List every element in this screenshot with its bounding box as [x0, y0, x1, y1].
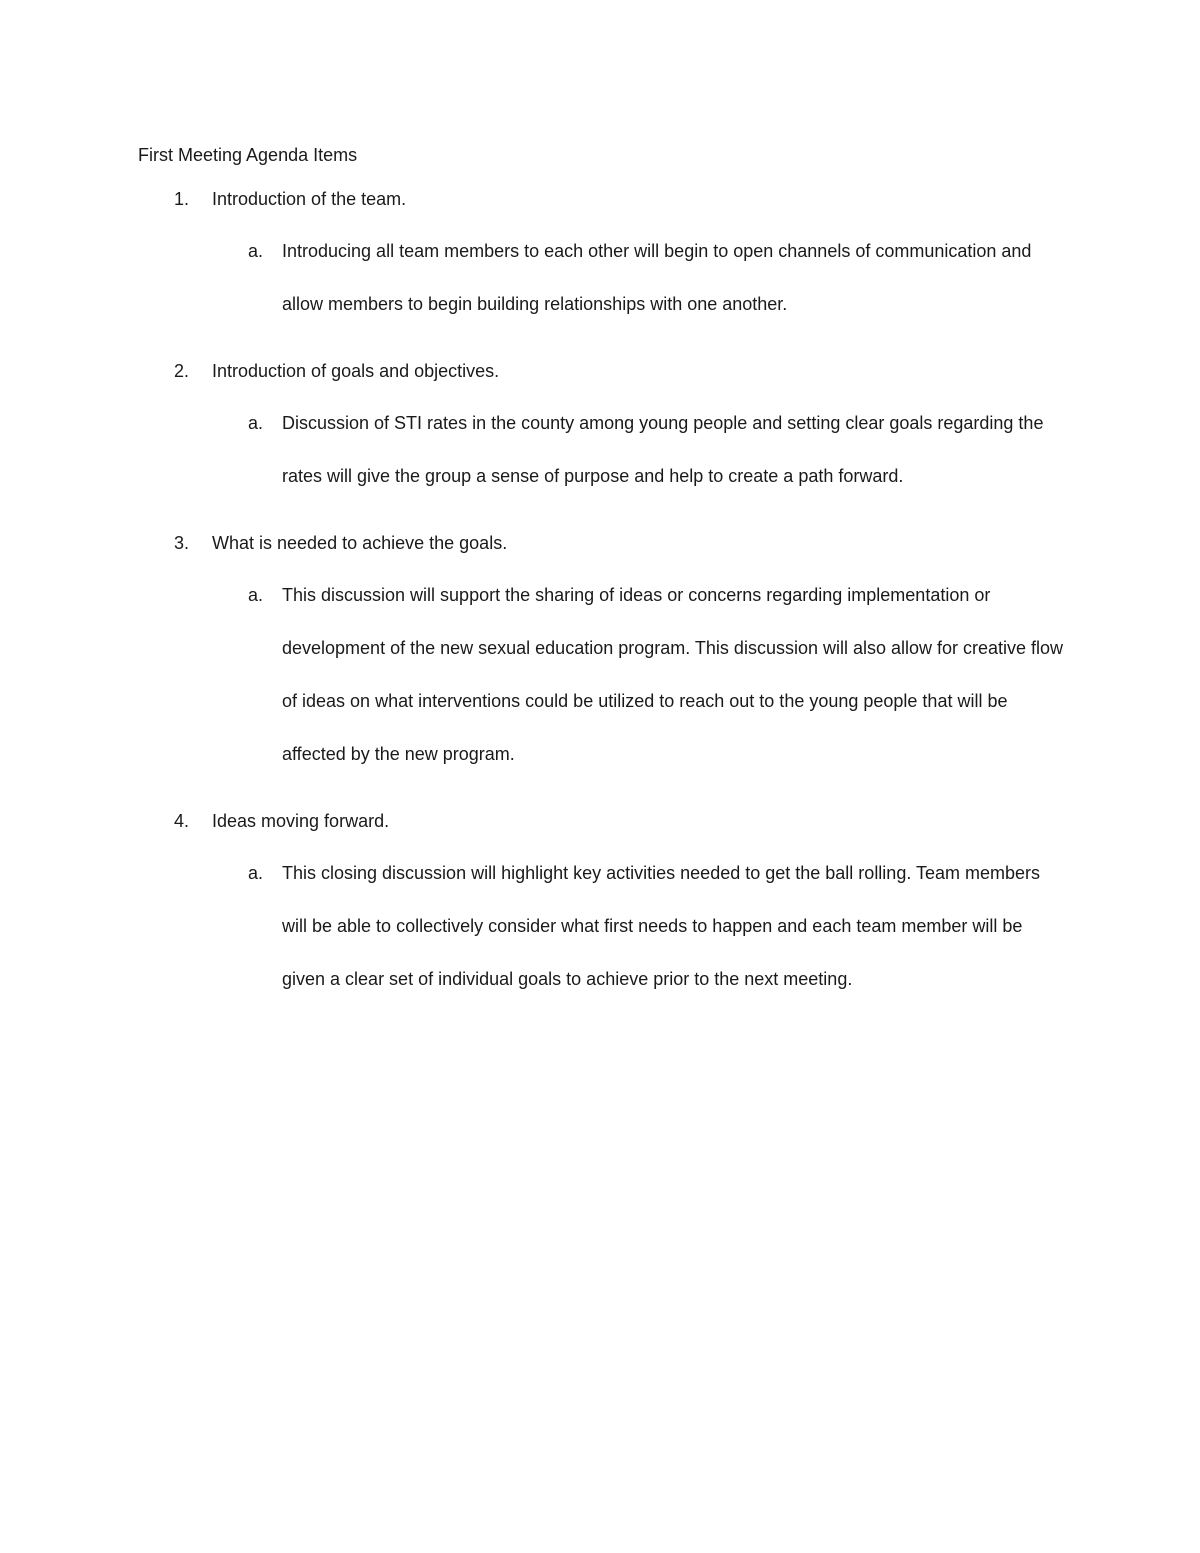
agenda-subitem-letter: a.	[248, 585, 264, 605]
agenda-item	[138, 530, 1068, 781]
agenda-document	[138, 142, 1068, 1033]
agenda-subitem-list	[212, 225, 1068, 331]
agenda-item-number: 4.	[174, 811, 190, 831]
agenda-subitem-list	[212, 847, 1068, 1006]
agenda-subitem-text: Discussion of STI rates in the county among young people and setting clear goals regarding the rates will give the group a sense of purpose and help to create a path forward.	[282, 413, 1044, 486]
agenda-item-number: 1.	[174, 189, 190, 209]
agenda-subitem	[212, 225, 1068, 331]
agenda-subitem-text: This discussion will support the sharing of ideas or concerns regarding implementation or development of the new sexual education program. This discussion will also allow for creative flow of ideas on what interventions could be utilized to reach out to the young people that will be affected by the new program.	[282, 585, 1064, 764]
agenda-item-number: 2.	[174, 361, 190, 381]
agenda-item	[138, 808, 1068, 1006]
agenda-subitem	[212, 847, 1068, 1006]
document-title: First Meeting Agenda Items	[138, 145, 358, 165]
agenda-subitem-letter: a.	[248, 863, 264, 883]
agenda-subitem-text: This closing discussion will highlight key activities needed to get the ball rolling. Team members will be able to collectively consider what first needs to happen and each team member will be given a clear set of individual goals to achieve prior to the next meeting.	[282, 863, 1041, 989]
agenda-item-text: Introduction of goals and objectives.	[212, 361, 500, 381]
agenda-item-number: 3.	[174, 533, 190, 553]
agenda-item	[138, 358, 1068, 503]
agenda-subitem-list	[212, 569, 1068, 781]
agenda-subitem	[212, 397, 1068, 503]
agenda-subitem-letter: a.	[248, 413, 264, 433]
agenda-list	[138, 186, 1068, 1006]
agenda-item-text: Introduction of the team.	[212, 189, 407, 209]
agenda-subitem	[212, 569, 1068, 781]
agenda-item-text: What is needed to achieve the goals.	[212, 533, 508, 553]
agenda-item-text: Ideas moving forward.	[212, 811, 390, 831]
agenda-item	[138, 186, 1068, 331]
agenda-subitem-text: Introducing all team members to each other will begin to open channels of communication and allow members to begin building relationships with one another.	[282, 241, 1032, 314]
agenda-subitem-list	[212, 397, 1068, 503]
agenda-subitem-letter: a.	[248, 241, 264, 261]
